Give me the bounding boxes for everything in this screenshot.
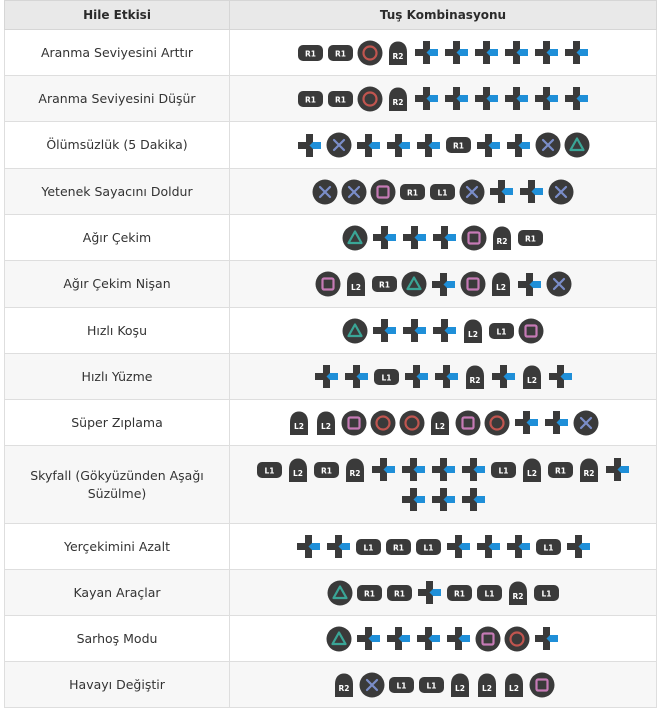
svg-text:R1: R1: [525, 234, 536, 243]
dpad-icon: [475, 533, 502, 560]
dpad-icon: [503, 85, 530, 112]
dpad-icon: [430, 271, 457, 298]
table-row: [5, 400, 657, 446]
circle-button-icon: [484, 410, 510, 436]
svg-text:L2: L2: [508, 683, 519, 693]
dpad-icon: [415, 132, 442, 159]
table-row: [5, 616, 657, 662]
dpad-icon: [343, 363, 370, 390]
l2-button-icon: [286, 457, 310, 483]
cheat-effect-label: Ağır Çekim: [82, 229, 152, 245]
button-combination-cell: [230, 30, 657, 76]
dpad-icon: [533, 625, 560, 652]
circle-button-icon: [357, 86, 383, 112]
cheat-effect-label: Aranma Seviyesini Arttır: [40, 44, 194, 60]
r2-button-icon: [463, 364, 487, 390]
svg-text:L1: L1: [437, 188, 448, 197]
dpad-icon: [473, 85, 500, 112]
l2-button-icon: [287, 410, 311, 436]
svg-text:L2: L2: [495, 283, 506, 292]
r1-button-icon: [547, 460, 574, 480]
cheat-effect-label: Skyfall (Gökyüzünden Aşağı Süzülme): [30, 467, 204, 501]
triangle-button-icon: [342, 318, 368, 344]
dpad-icon: [565, 533, 592, 560]
l1-button-icon: [535, 537, 562, 557]
dpad-icon: [533, 85, 560, 112]
button-combination-cell: [230, 662, 657, 708]
dpad-icon: [415, 625, 442, 652]
dpad-icon: [413, 39, 440, 66]
r2-button-icon: [332, 672, 356, 698]
svg-text:R2: R2: [583, 468, 594, 478]
dpad-icon: [325, 533, 352, 560]
svg-text:R1: R1: [453, 589, 465, 598]
cheat-effect-label: Hızlı Koşu: [86, 322, 147, 338]
button-sequence: [232, 409, 654, 436]
svg-text:R2: R2: [392, 97, 403, 107]
svg-text:R1: R1: [393, 589, 405, 598]
button-sequence: [232, 363, 654, 390]
dpad-icon: [473, 39, 500, 66]
r1-button-icon: [385, 537, 412, 557]
r1-button-icon: [297, 89, 324, 109]
svg-text:R2: R2: [392, 51, 403, 61]
button-combination-cell: [230, 570, 657, 616]
cheat-effect-label: Hızlı Yüzme: [81, 368, 153, 384]
button-combination-cell: [230, 261, 657, 308]
l1-button-icon: [355, 537, 382, 557]
svg-text:L1: L1: [423, 543, 433, 552]
dpad-icon: [460, 456, 487, 483]
cheat-effect-cell: [5, 662, 230, 708]
svg-text:L2: L2: [292, 468, 303, 478]
cheat-effect-cell: [5, 169, 230, 215]
square-button-icon: [529, 672, 555, 698]
table-row: [5, 215, 657, 261]
r1-button-icon: [446, 583, 473, 603]
cheat-effect-cell: [5, 354, 230, 400]
svg-text:R1: R1: [334, 95, 346, 104]
cheat-effect-cell: [5, 76, 230, 122]
svg-text:R2: R2: [469, 375, 480, 385]
table-row: [5, 308, 657, 354]
svg-text:L1: L1: [363, 543, 373, 552]
l1-button-icon: [256, 460, 283, 480]
svg-text:L1: L1: [498, 466, 508, 475]
dpad-icon: [533, 39, 560, 66]
cheat-effect-cell: [5, 400, 230, 446]
table-row: [5, 446, 657, 524]
svg-text:L1: L1: [381, 373, 391, 382]
dpad-icon: [370, 456, 397, 483]
dpad-icon: [430, 456, 457, 483]
circle-button-icon: [370, 410, 396, 436]
l1-button-icon: [415, 537, 442, 557]
circle-button-icon: [504, 626, 530, 652]
svg-text:R2: R2: [496, 236, 508, 246]
button-combination-cell: [230, 308, 657, 354]
cheat-effect-cell: [5, 261, 230, 308]
table-row: [5, 570, 657, 616]
triangle-button-icon: [326, 626, 352, 652]
dpad-icon: [445, 625, 472, 652]
cheat-effect-label: Kayan Araçlar: [73, 584, 161, 600]
r1-button-icon: [327, 43, 354, 63]
table-row: [5, 169, 657, 215]
dpad-icon: [355, 132, 382, 159]
svg-text:R1: R1: [320, 466, 332, 475]
button-combination-cell: [230, 76, 657, 122]
dpad-icon: [433, 363, 460, 390]
dpad-icon: [385, 625, 412, 652]
svg-text:L2: L2: [454, 683, 465, 693]
cross-button-icon: [326, 132, 352, 158]
dpad-icon: [604, 456, 631, 483]
cheat-effect-label: Aranma Seviyesini Düşür: [38, 90, 196, 106]
header-combination: Tuş Kombinasyonu: [230, 1, 657, 30]
svg-text:R1: R1: [304, 95, 316, 104]
dpad-icon: [371, 224, 398, 251]
cheat-effect-label: Sarhoş Modu: [76, 630, 158, 646]
dpad-icon: [443, 85, 470, 112]
cross-button-icon: [312, 179, 338, 205]
cheat-effect-label: Ağır Çekim Nişan: [63, 276, 171, 291]
l1-button-icon: [429, 182, 456, 202]
dpad-icon: [371, 317, 398, 344]
dpad-icon: [503, 39, 530, 66]
r2-button-icon: [490, 225, 514, 251]
l1-button-icon: [476, 583, 503, 603]
l2-button-icon: [461, 318, 485, 344]
svg-text:R1: R1: [363, 589, 375, 598]
svg-text:L1: L1: [396, 681, 406, 690]
l2-button-icon: [502, 672, 526, 698]
dpad-icon: [401, 317, 428, 344]
svg-text:L2: L2: [468, 329, 478, 339]
dpad-icon: [460, 486, 487, 513]
button-sequence: [232, 39, 654, 66]
svg-text:L2: L2: [321, 421, 331, 431]
button-sequence: [232, 579, 654, 606]
r1-button-icon: [327, 89, 354, 109]
r2-button-icon: [577, 457, 601, 483]
r1-button-icon: [297, 43, 324, 63]
l1-button-icon: [533, 583, 560, 603]
l2-button-icon: [489, 271, 513, 297]
dpad-icon: [445, 533, 472, 560]
circle-button-icon: [357, 40, 383, 66]
cross-button-icon: [546, 271, 572, 297]
svg-text:L1: L1: [541, 589, 551, 598]
header-effect: Hile Etkisi: [5, 1, 230, 30]
button-combination-cell: [230, 400, 657, 446]
svg-text:L2: L2: [526, 375, 537, 385]
dpad-icon: [355, 625, 382, 652]
square-button-icon: [370, 179, 396, 205]
r1-button-icon: [517, 228, 544, 248]
svg-text:L1: L1: [484, 589, 494, 598]
svg-text:R2: R2: [512, 591, 523, 601]
dpad-icon: [416, 579, 443, 606]
l2-button-icon: [428, 410, 452, 436]
l2-button-icon: [344, 271, 368, 297]
dpad-icon: [313, 363, 340, 390]
dpad-icon: [430, 486, 457, 513]
button-combination-cell: [230, 524, 657, 570]
l2-button-icon: [448, 672, 472, 698]
button-combination-cell: [230, 446, 657, 524]
dpad-icon: [513, 409, 540, 436]
svg-text:R1: R1: [407, 188, 418, 197]
triangle-button-icon: [401, 271, 427, 297]
button-sequence: [232, 132, 654, 159]
cheat-effect-label: Havayı Değiştir: [69, 676, 165, 692]
dpad-icon: [296, 132, 323, 159]
svg-text:L1: L1: [426, 681, 436, 690]
dpad-icon: [401, 224, 428, 251]
cheat-effect-cell: [5, 308, 230, 354]
table-row: [5, 662, 657, 708]
cheat-effect-cell: [5, 215, 230, 261]
dpad-icon: [403, 363, 430, 390]
r1-button-icon: [371, 274, 398, 294]
dpad-icon: [385, 132, 412, 159]
l1-button-icon: [418, 675, 445, 695]
cheat-effect-cell: [5, 524, 230, 570]
l2-button-icon: [520, 457, 544, 483]
button-combination-cell: [230, 122, 657, 169]
button-sequence: [232, 533, 654, 560]
l2-button-icon: [314, 410, 338, 436]
table-row: [5, 76, 657, 122]
button-sequence: [232, 317, 654, 344]
svg-text:L2: L2: [294, 421, 304, 431]
svg-text:L2: L2: [526, 468, 537, 478]
button-sequence: [232, 224, 654, 251]
svg-text:L2: L2: [481, 683, 492, 693]
table-row: [5, 122, 657, 169]
button-sequence: [232, 271, 654, 298]
l1-button-icon: [373, 367, 400, 387]
cheat-effect-label: Ölümsüzlük (5 Dakika): [46, 137, 188, 152]
button-sequence: [232, 85, 654, 112]
dpad-icon: [431, 224, 458, 251]
dpad-icon: [400, 456, 427, 483]
l2-button-icon: [475, 672, 499, 698]
table-header-row: [5, 1, 657, 30]
r1-button-icon: [399, 182, 426, 202]
square-button-icon: [341, 410, 367, 436]
table-row: [5, 524, 657, 570]
cheat-table: [4, 0, 657, 708]
dpad-icon: [563, 39, 590, 66]
svg-text:R1: R1: [378, 280, 390, 290]
button-combination-cell: [230, 616, 657, 662]
dpad-icon: [443, 39, 470, 66]
svg-text:R2: R2: [338, 683, 349, 693]
l1-button-icon: [490, 460, 517, 480]
r1-button-icon: [445, 135, 472, 155]
l2-button-icon: [520, 364, 544, 390]
square-button-icon: [460, 271, 486, 297]
svg-text:L1: L1: [496, 327, 507, 336]
dpad-icon: [563, 85, 590, 112]
button-combination-cell: [230, 354, 657, 400]
svg-text:L1: L1: [264, 466, 274, 475]
triangle-button-icon: [564, 132, 590, 158]
cheat-effect-cell: [5, 122, 230, 169]
cheat-effect-label: Süper Zıplama: [71, 414, 163, 430]
button-sequence: [232, 625, 654, 652]
dpad-icon: [475, 132, 502, 159]
cross-button-icon: [548, 179, 574, 205]
svg-text:L2: L2: [350, 283, 361, 292]
triangle-button-icon: [342, 225, 368, 251]
square-button-icon: [461, 225, 487, 251]
r2-button-icon: [386, 86, 410, 112]
button-sequence: [232, 178, 654, 205]
button-sequence: [232, 672, 654, 698]
cheat-effect-cell: [5, 446, 230, 524]
square-button-icon: [455, 410, 481, 436]
l1-button-icon: [488, 321, 515, 341]
dpad-icon: [431, 317, 458, 344]
svg-text:R2: R2: [349, 468, 360, 478]
svg-text:R1: R1: [304, 49, 316, 58]
square-button-icon: [518, 318, 544, 344]
button-sequence: [243, 456, 643, 513]
r1-button-icon: [386, 583, 413, 603]
dpad-icon: [505, 132, 532, 159]
r2-button-icon: [506, 580, 530, 606]
cheat-effect-cell: [5, 616, 230, 662]
dpad-icon: [490, 363, 517, 390]
dpad-icon: [518, 178, 545, 205]
dpad-icon: [547, 363, 574, 390]
table-row: [5, 354, 657, 400]
cross-button-icon: [359, 672, 385, 698]
dpad-icon: [516, 271, 543, 298]
svg-text:L1: L1: [543, 543, 553, 552]
button-combination-cell: [230, 215, 657, 261]
square-button-icon: [315, 271, 341, 297]
svg-text:R1: R1: [334, 49, 346, 58]
r1-button-icon: [356, 583, 383, 603]
svg-text:R1: R1: [554, 466, 566, 475]
cheat-effect-label: Yetenek Sayacını Doldur: [41, 183, 193, 199]
svg-text:R1: R1: [453, 141, 464, 151]
table-row: [5, 261, 657, 308]
dpad-icon: [295, 533, 322, 560]
l1-button-icon: [388, 675, 415, 695]
dpad-icon: [400, 486, 427, 513]
square-button-icon: [475, 626, 501, 652]
dpad-icon: [413, 85, 440, 112]
cross-button-icon: [573, 410, 599, 436]
cheat-effect-cell: [5, 30, 230, 76]
dpad-icon: [505, 533, 532, 560]
dpad-icon: [543, 409, 570, 436]
svg-text:R1: R1: [392, 543, 404, 552]
r2-button-icon: [386, 40, 410, 66]
svg-text:L2: L2: [435, 421, 445, 431]
triangle-button-icon: [327, 580, 353, 606]
circle-button-icon: [399, 410, 425, 436]
table-row: [5, 30, 657, 76]
cross-button-icon: [459, 179, 485, 205]
cross-button-icon: [341, 179, 367, 205]
dpad-icon: [488, 178, 515, 205]
r1-button-icon: [313, 460, 340, 480]
cross-button-icon: [535, 132, 561, 158]
cheat-effect-cell: [5, 570, 230, 616]
r2-button-icon: [343, 457, 367, 483]
button-combination-cell: [230, 169, 657, 215]
cheat-effect-label: Yerçekimini Azalt: [64, 538, 170, 554]
